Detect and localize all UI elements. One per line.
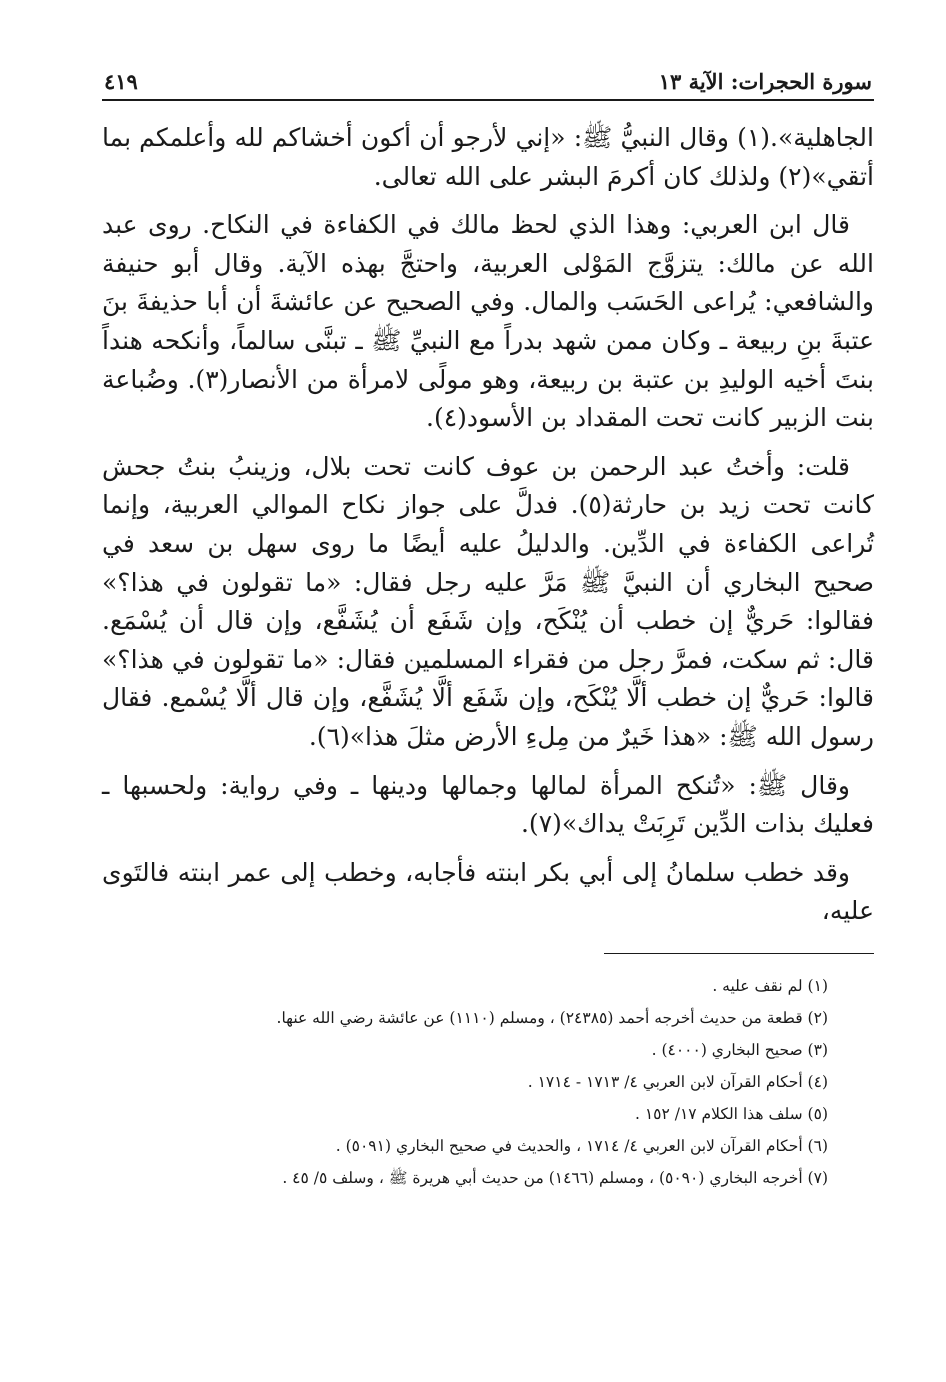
footnote-divider — [604, 953, 874, 954]
paragraph: قال ابن العربي: وهذا الذي لحظ مالك في الكفاءة في النكاح. روى عبد الله عن مالك: يتزوَّج المَوْلى العربية، واحتجَّ بهذه الآية. وقال أبو حنيفة والشافعي: يُراعى الحَسَب والمال. وفي الصحيح عن عائشةَ أن أبا حذيفةَ بنَ عتبةَ بنِ ربيعة ـ وكان ممن شهد بدراً مع النبيِّ ﷺ ـ تبنَّى سالماً، وأنكحه هنداً بنتَ أخيه الوليدِ بن عتبة بن ربيعة، وهو مولًى لامرأة من الأنصار(٣). وضُباعة بنت الزبير كانت تحت المقداد بن الأسود(٤). — [102, 210, 874, 433]
footnote: (١) لم نقف عليه . — [712, 976, 828, 995]
footnote: (٧) أخرجه البخاري (٥٠٩٠) ، ومسلم (١٤٦٦) من حديث أبي هريرة ﷺ ، وسلف ٥/ ٤٥ . — [282, 1168, 828, 1187]
paragraph: وقال ﷺ: «تُنكح المرأة لمالها وجمالها ودينها ـ وفي رواية: ولحسبها ـ فعليك بذات الدِّين تَرِبَتْ يداك»(٧). — [102, 770, 874, 839]
main-text — [102, 119, 874, 931]
footnote: (٦) أحكام القرآن لابن العربي ٤/ ١٧١٤ ، والحديث في صحيح البخاري (٥٠٩١) . — [335, 1136, 828, 1155]
page-header — [102, 66, 874, 101]
paragraph: الجاهلية».(١) وقال النبيُّ ﷺ: «إني لأرجو أن أكون أخشاكم لله وأعلمكم بما أتقي»(٢) ولذلك كان أكرمَ البشر على الله تعالى. — [102, 123, 874, 191]
book-page — [102, 66, 874, 1194]
footnotes — [102, 970, 874, 1194]
paragraph: وقد خطب سلمانُ إلى أبي بكر ابنته فأجابه، وخطب إلى عمر ابنته فالتَوى عليه، — [102, 857, 874, 926]
footnote: (٥) سلف هذا الكلام ١٧/ ١٥٢ . — [634, 1104, 828, 1123]
footnote: (٢) قطعة من حديث أخرجه أحمد (٢٤٣٨٥) ، ومسلم (١١١٠) عن عائشة رضي الله عنها. — [276, 1008, 828, 1027]
page-number: ٤١٩ — [104, 69, 138, 94]
footnote: (٤) أحكام القرآن لابن العربي ٤/ ١٧١٣ - ١٧١٤ . — [527, 1072, 828, 1091]
surah-title: سورة الحجرات: الآية ١٣ — [658, 69, 872, 94]
paragraph: قلت: وأختُ عبد الرحمن بن عوف كانت تحت بلال، وزينبُ بنتُ جحش كانت تحت زيد بن حارثة(٥). فدلَّ على جواز نكاح الموالي العربية، وإنما تُراعى الكفاءة في الدِّين. والدليلُ عليه أيضًا ما روى سهل بن سعد في صحيح البخاري أن النبيَّ ﷺ مَرَّ عليه رجل فقال: «ما تقولون في هذا؟» فقالوا: حَريٌّ إن خطب أن يُنْكَح، وإن شَفَع أن يُشَفَّع، وإن قال أن يُسْمَع. قال: ثم سكت، فمرَّ رجل من فقراء المسلمين فقال: «ما تقولون في هذا؟» قالوا: حَريٌّ إن خطب ألَّا يُنْكَح، وإن شَفَع ألَّا يُشَفَّع، وإن قال ألَّا يُسْمع. فقال رسول الله ﷺ: «هذا خَيرٌ من مِلءِ الأرض مثلَ هذا»(٦). — [102, 451, 874, 751]
footnote: (٣) صحيح البخاري (٤٠٠٠) . — [651, 1040, 828, 1059]
